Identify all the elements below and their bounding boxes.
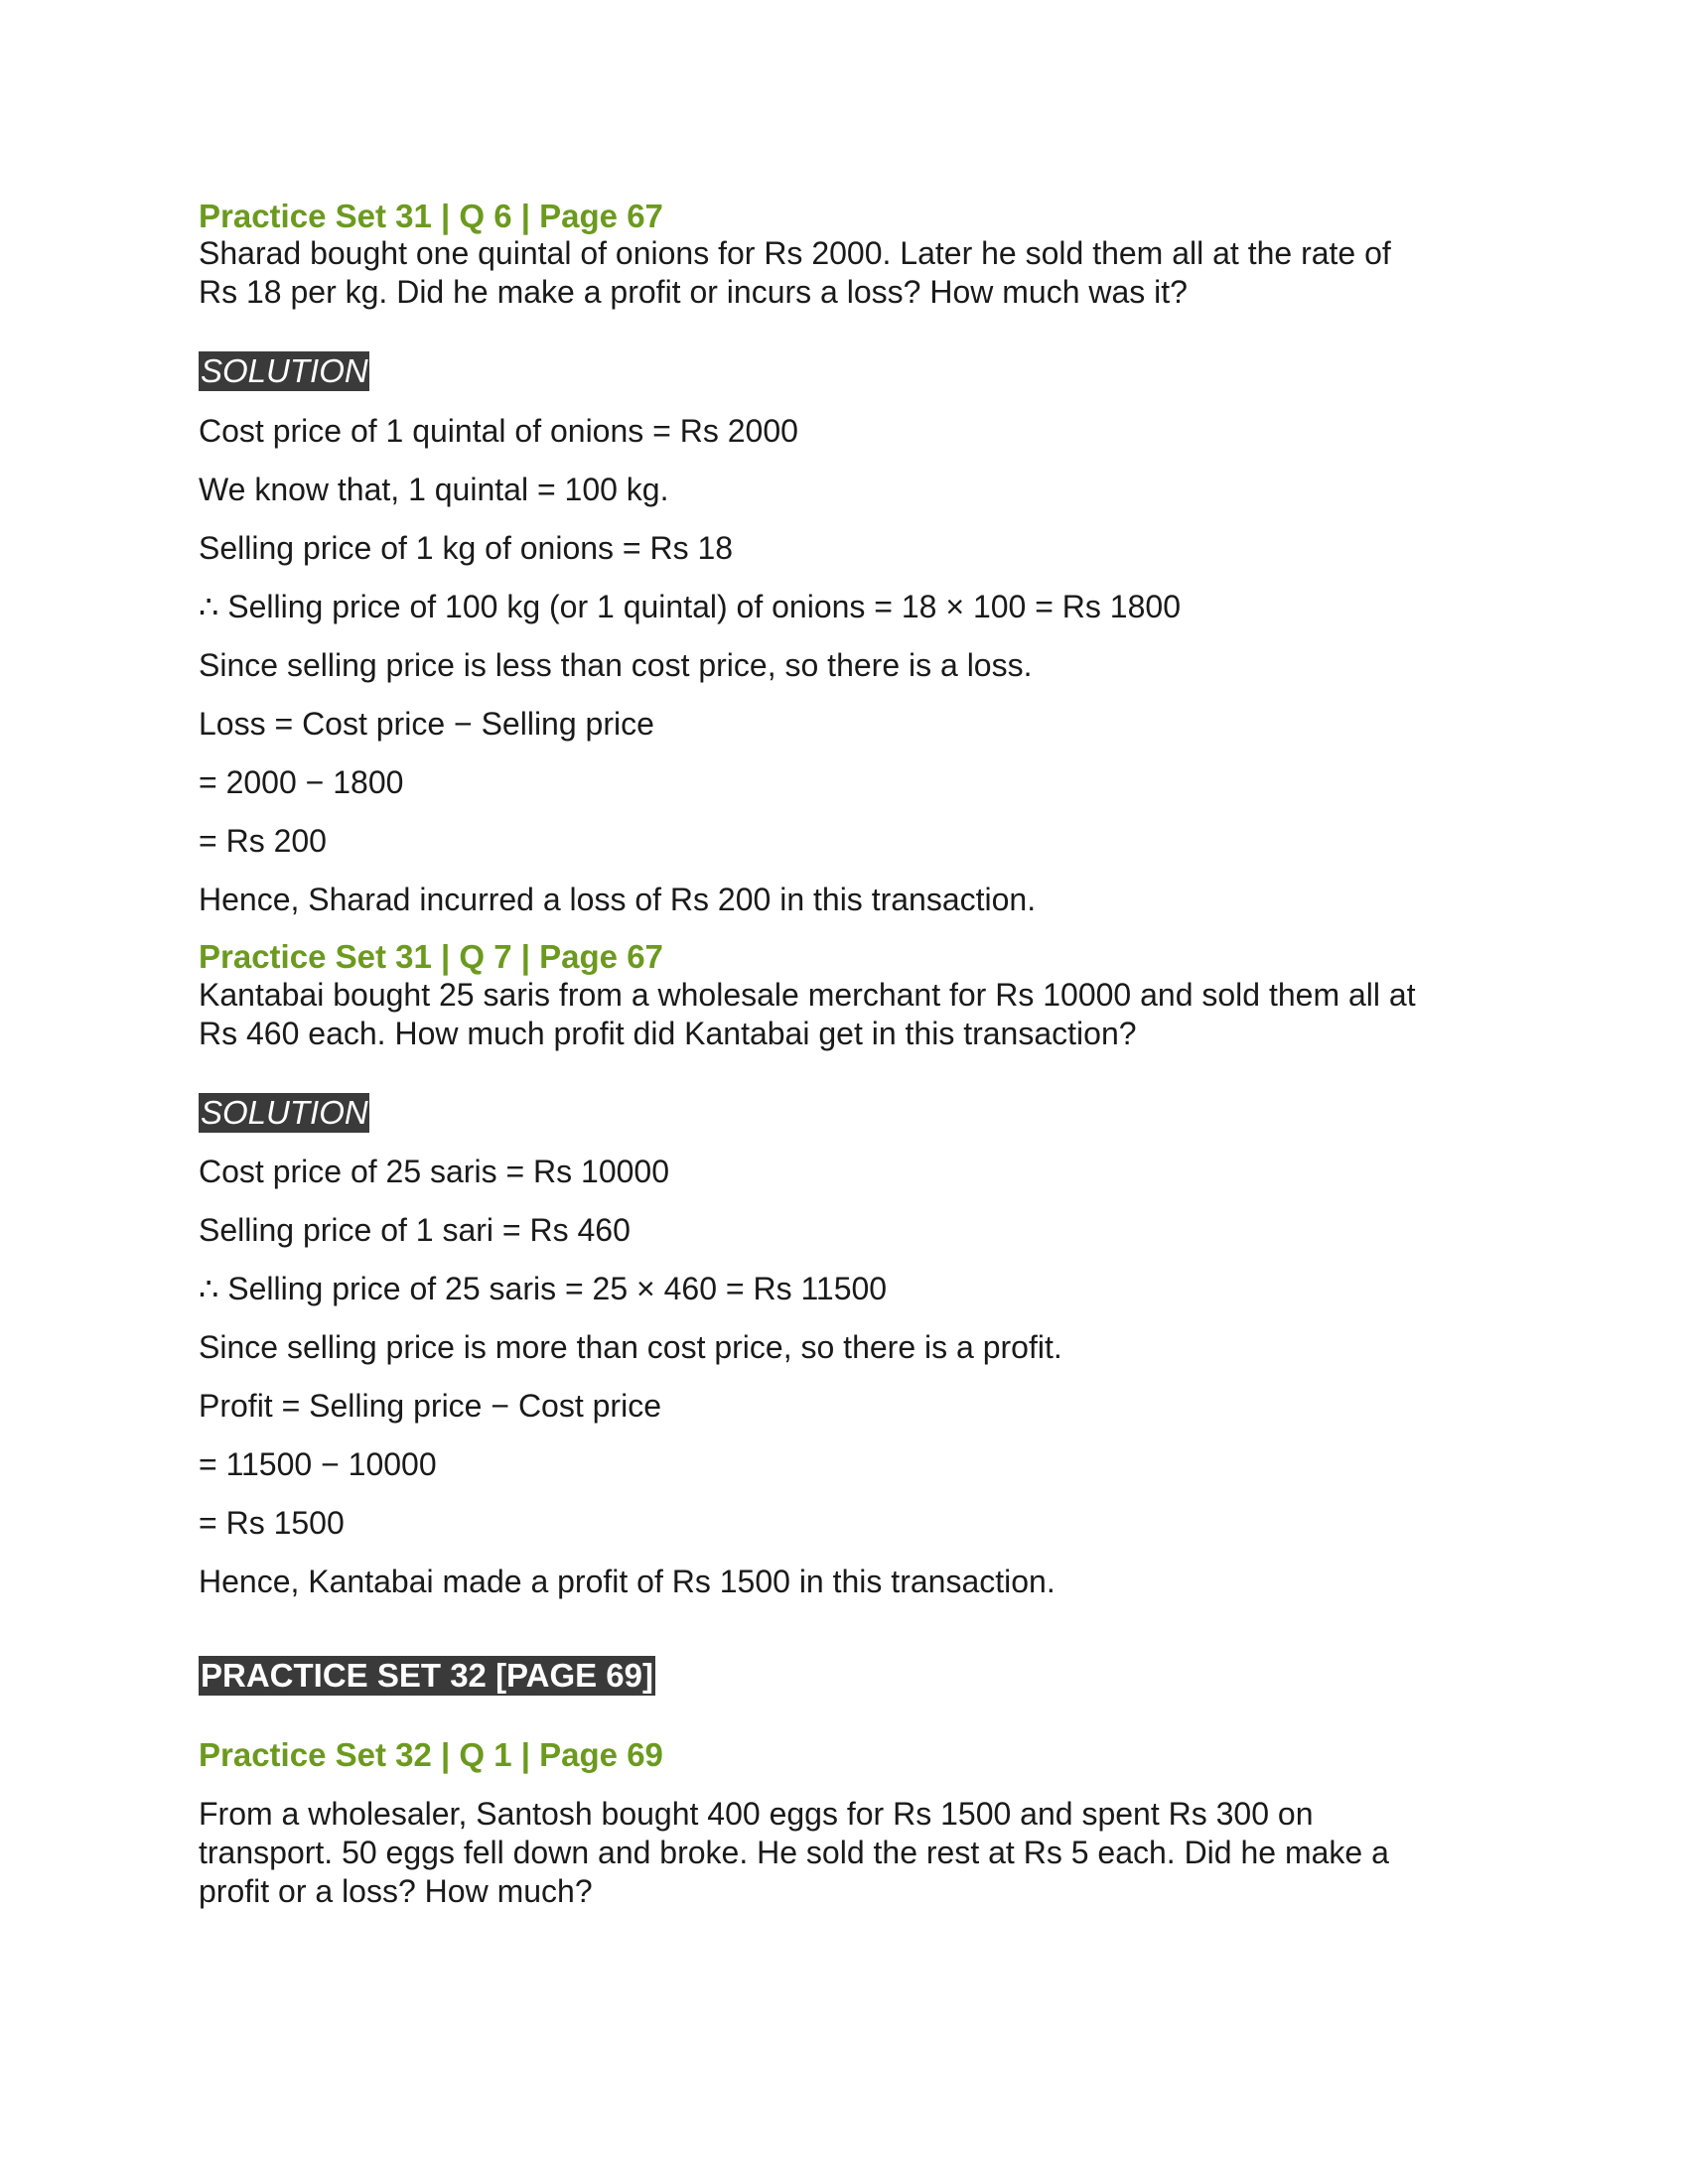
question-line: profit or a loss? How much? (199, 1873, 593, 1909)
solution-line: Since selling price is less than cost price, so there is a loss. (199, 647, 1033, 683)
solution-line: Loss = Cost price − Selling price (199, 706, 654, 742)
solution-line: ∴ Selling price of 100 kg (or 1 quintal) of onions = 18 × 100 = Rs 1800 (199, 589, 1181, 624)
solution-line: Cost price of 25 saris = Rs 10000 (199, 1154, 670, 1189)
solution-line: Since selling price is more than cost price, so there is a profit. (199, 1329, 1062, 1365)
solution-line: Hence, Kantabai made a profit of Rs 1500 in this transaction. (199, 1564, 1055, 1599)
solution-line: ∴ Selling price of 25 saris = 25 × 460 = Rs 11500 (199, 1271, 888, 1306)
solution-line: Cost price of 1 quintal of onions = Rs 2000 (199, 413, 798, 449)
question-heading: Practice Set 31 | Q 7 | Page 67 (199, 938, 663, 975)
solution-line: = Rs 1500 (199, 1505, 345, 1541)
question-line: transport. 50 eggs fell down and broke. He sold the rest at Rs 5 each. Did he make a (199, 1835, 1389, 1870)
solution-line: Hence, Sharad incurred a loss of Rs 200 in this transaction. (199, 882, 1037, 917)
solution-line: = 11500 − 10000 (199, 1446, 437, 1482)
question-text (199, 976, 1489, 1053)
solution-line: We know that, 1 quintal = 100 kg. (199, 472, 669, 507)
question-heading: Practice Set 32 | Q 1 | Page 69 (199, 1736, 663, 1773)
solution-line: = Rs 200 (199, 823, 327, 859)
question-line: From a wholesaler, Santosh bought 400 eggs for Rs 1500 and spent Rs 300 on (199, 1796, 1314, 1832)
question-heading: Practice Set 31 | Q 6 | Page 67 (199, 198, 663, 234)
solution-badge: SOLUTION (201, 352, 368, 389)
solution-line: Selling price of 1 kg of onions = Rs 18 (199, 530, 734, 566)
solution-badge: SOLUTION (201, 1094, 368, 1131)
question-line: Rs 460 each. How much profit did Kantabai get in this transaction? (199, 1016, 1137, 1051)
solution-line: Profit = Selling price − Cost price (199, 1388, 661, 1424)
practice-set-banner: PRACTICE SET 32 [PAGE 69] (201, 1657, 653, 1694)
question-line: Rs 18 per kg. Did he make a profit or incurs a loss? How much was it? (199, 274, 1188, 310)
question-text (199, 1795, 1489, 1911)
solution-line: = 2000 − 1800 (199, 764, 404, 800)
solution-line: Selling price of 1 sari = Rs 460 (199, 1212, 631, 1248)
question-line: Sharad bought one quintal of onions for Rs 2000. Later he sold them all at the rate of (199, 235, 1391, 271)
question-text (199, 234, 1489, 312)
question-line: Kantabai bought 25 saris from a wholesale merchant for Rs 10000 and sold them all at (199, 977, 1416, 1013)
